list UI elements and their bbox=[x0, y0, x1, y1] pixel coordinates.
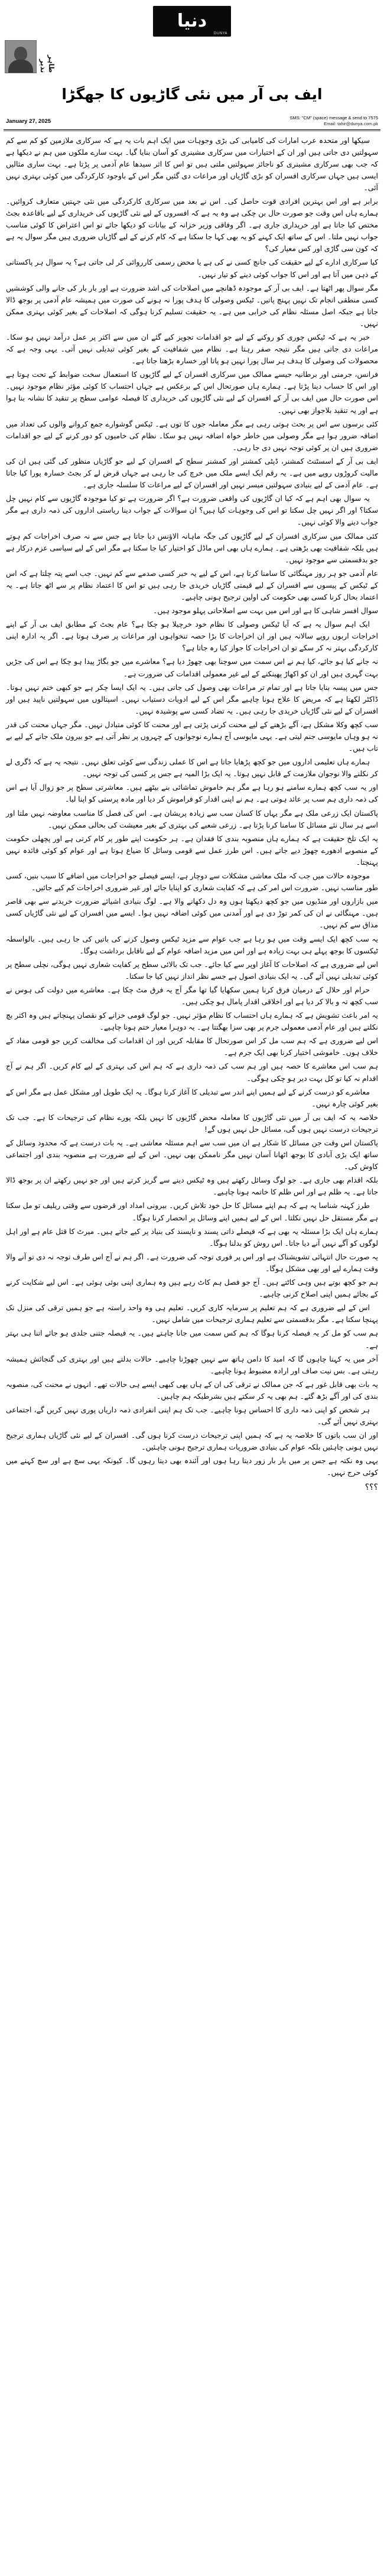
logo-text: دنیا bbox=[177, 11, 207, 31]
article-paragraph: اور یہ سب کچھ ہمارے سامنے ہو رہا ہے مگر ہم خاموش تماشائی بنے بیٹھے ہیں۔ معاشرتی سطح پر جو زوال آیا ہے اس کی ذمہ داری ہم سب پر عائد ہوتی ہے۔ ہم نے اپنی اقدار کو فراموش کر دیا اور مادہ پرستی کو اپنا لیا۔ bbox=[6, 783, 378, 804]
article-paragraph: یہی وہ نکتہ ہے جس پر میں بار بار زور دیتا رہا ہوں اور آئندہ بھی دیتا رہوں گا۔ کیونکہ یہی سچ ہے اور سچ کہنے میں کوئی حرج نہیں۔ bbox=[6, 1456, 378, 1477]
article-body bbox=[0, 131, 384, 1508]
dunya-logo[interactable] bbox=[153, 6, 231, 37]
article-paragraph: سوال افسر شاہی کا ہے اور اس میں بہت سے اصلاحاتی پہلو موجود ہیں۔ bbox=[153, 606, 378, 615]
article-paragraph: نہ جانے کیا ہو جائے، کیا ہم نے اس سمت میں سوچنا بھی چھوڑ دیا ہے؟ معاشرے میں جو بگاڑ پیدا ہو چکا ہے اس کی جڑیں بہت گہری ہیں اور ان کو اکھاڑ پھینکنے کے لیے غیر معمولی اقدامات کی ضرورت ہے۔ bbox=[6, 657, 378, 678]
article-paragraph: معاشرے کو درست کرنے کے لیے ہمیں اپنے اندر سے تبدیلی کا آغاز کرنا ہوگا۔ یہ ایک طویل اور مشکل عمل ہے مگر اس کے بغیر کوئی چارہ نہیں۔ bbox=[6, 1087, 378, 1108]
author-name: طاہر نذیر bbox=[39, 54, 56, 73]
header-divider bbox=[4, 129, 380, 130]
article-paragraph: یہ سب کچھ ایک ایسے وقت میں ہو رہا ہے جب عوام سے مزید ٹیکس وصول کرنے کی باتیں کی جا رہی ہیں۔ بالواسطہ ٹیکسوں کا بوجھ پہلے ہی بہت زیادہ ہے اور اس میں مزید اضافہ عوام کے لیے ناقابل برداشت ہوگا۔ bbox=[6, 934, 378, 955]
logo-band bbox=[0, 2, 384, 38]
contact-info bbox=[289, 115, 378, 127]
article-paragraph: یہ سوال بھی اہم ہے کہ کیا ان گاڑیوں کی واقعی ضرورت ہے؟ اگر ضرورت ہے تو کیا موجودہ گاڑیوں سے کام نہیں چل سکتا؟ اور اگر نہیں چل سکتا تو اس کی وجوہات کیا ہیں؟ ان سوالات کے جواب دینا ریاستی اداروں کی ذمہ داری ہے مگر جواب دینے والا کوئی نہیں۔ bbox=[6, 494, 378, 527]
article-paragraph: خبر یہ ہے کہ ٹیکس چوری کو روکنے کے لیے جو اقدامات تجویز کیے گئے ان میں سے اکثر پر عمل درآمد نہیں ہو سکا۔ مراعات دی جاتی ہیں مگر نتیجہ صفر رہتا ہے۔ نظام میں شفافیت کے بغیر کوئی تبدیلی نہیں آتی۔ یہی وجہ ہے کہ محصولات کی وصولی کا ہدف ہر سال پورا نہیں ہو پاتا اور خسارہ بڑھتا جاتا ہے۔ bbox=[6, 333, 378, 366]
article-paragraph: سب کچھ وکلا مشکل ہے، آگے بڑھنے کے لیے محنت کرنی پڑتی ہے اور محنت کا کوئی متبادل نہیں۔ مگر جہاں محنت کی قدر نہ ہو وہاں مایوسی جنم لیتی ہے۔ یہی مایوسی آج ہمارے نوجوانوں کے چہروں پر نظر آتی ہے جو بیرون ملک جانے کے لیے بے تاب ہیں۔ bbox=[6, 719, 378, 753]
article-paragraph: میں بازاروں اور منڈیوں میں جو کچھ دیکھتا ہوں وہ دل دکھانے والا ہے۔ لوگ بنیادی اشیائے ضرورت خریدنے سے بھی قاصر ہیں۔ مہنگائی نے ان کی کمر توڑ دی ہے اور آمدنی میں کوئی اضافہ نہیں ہوا۔ ایسے میں افسران کے لیے نئی گاڑیاں کسی مذاق سے کم نہیں۔ bbox=[6, 897, 378, 930]
article-paragraph: طرز کہنہ شناسا یہ ہے کہ ہم اپنے مسائل کا حل خود تلاش کریں۔ بیرونی امداد اور قرضوں سے وقتی ریلیف تو مل سکتا ہے مگر مستقل حل نہیں نکلتا۔ اس کے لیے ہمیں اپنے وسائل پر انحصار کرنا ہوگا۔ bbox=[6, 1201, 378, 1222]
article-paragraph: مگر سوال پھر اٹھتا ہے۔ ایف بی آر کے موجودہ ڈھانچے میں اصلاحات کی اشد ضرورت ہے اور بار بار کی جانے والی کوششیں کسی منطقی انجام تک نہیں پہنچ پاتیں۔ ٹیکس وصولی کا ہدف پورا نہ ہونے کی صورت میں ہمیشہ عام آدمی پر بوجھ ڈالا جاتا ہے جبکہ اصل مسئلہ نظام کی خرابی میں ہے۔ یہ حقیقت تسلیم کرنا ہوگی کہ اصلاحات کے بغیر کوئی بہتری ممکن نہیں۔ bbox=[6, 283, 378, 328]
article-paragraph: سیکھا اور متحدہ عرب امارات کی کامیابی کی بڑی وجوہات میں ایک اہم بات یہ ہے کہ سرکاری ملازمین کو کم سے کم سہولتیں دی جاتی ہیں اور ان کے اختیارات میں سرکاری مشینری کو آسان بنایا گیا۔ بہت سارے ملکوں میں ہم نے دیکھا ہے کہ جب بھی سرکاری مشینری کو ناجائز سہولتیں ملتی ہیں تو اس کا اثر سیدھا عام آدمی پر پڑتا ہے۔ بہت ساری مثالیں ایسی ہیں جہاں سرکاری افسران کو بڑی گاڑیاں اور مراعات دی گئیں مگر اس کے باوجود کارکردگی میں کوئی بہتری نہیں آئی۔ bbox=[6, 135, 378, 192]
article-paragraph: اور ان سب باتوں کا خلاصہ یہ ہے کہ ہمیں اپنی ترجیحات درست کرنا ہوں گی۔ افسران کے لیے نئی گاڑیاں ہماری ترجیح نہیں ہونی چاہئیں بلکہ عوام کی بنیادی ضروریات ہماری ترجیح ہونی چاہئیں۔ bbox=[6, 1431, 378, 1452]
article-paragraph: آخر میں یہ کہنا چاہوں گا کہ امید کا دامن ہاتھ سے نہیں چھوڑنا چاہیے۔ حالات بدلتے ہیں اور بہتری کی گنجائش ہمیشہ رہتی ہے۔ بس نیت صاف اور ارادہ مضبوط ہونا چاہیے۔ bbox=[6, 1354, 378, 1375]
article-paragraph: فرانس، جرمنی اور برطانیہ جیسے ممالک میں سرکاری افسران کے لیے گاڑیوں کا استعمال سخت ضوابط کے تحت ہوتا ہے اور اس کا حساب دینا پڑتا ہے۔ ہمارے ہاں صورتحال اس کے برعکس ہے جہاں احتساب کا کوئی مؤثر نظام موجود نہیں۔ اس صورت حال میں ایف بی آر کے افسران کے لیے نئی گاڑیوں کی خریداری کا فیصلہ عوامی سطح پر تنقید کا نشانہ بنا ہوا ہے اور یہ تنقید بلاجواز بھی نہیں۔ bbox=[6, 370, 378, 415]
article-paragraph: اس کے لیے ضروری ہے کہ ہم تعلیم پر سرمایہ کاری کریں۔ تعلیم ہی وہ واحد راستہ ہے جو ہمیں ترقی کی منزل تک پہنچا سکتا ہے۔ مگر بدقسمتی سے تعلیم ہماری ترجیحات میں شامل نہیں۔ bbox=[6, 1303, 378, 1324]
author-photo-head bbox=[14, 47, 27, 61]
article-paragraph: ایف بی آر کے اسسٹنٹ کمشنر، ڈپٹی کمشنر اور کمشنر سطح کے افسران کے لیے جو گاڑیاں منظور کی گئی ہیں ان کی مالیت کروڑوں روپے میں ہے۔ یہ رقم ایک ایسے ملک میں خرچ کی جا رہی ہے جہاں قرض لے کر بجٹ خسارہ پورا کیا جاتا ہے۔ عام آدمی کے لیے بنیادی سہولتیں میسر نہیں اور افسران کے لیے مراعات کا سلسلہ جاری ہے۔ bbox=[6, 456, 378, 490]
headline-wrap bbox=[0, 73, 384, 105]
article-paragraph: کیا سرکاری ادارے کے لیے حقیقت کی جانچ کسی نے کی ہے یا محض رسمی کارروائی کر لی جاتی ہے؟ یہ سوال ہر پاکستانی کے ذہن میں آتا ہے اور اس کا جواب کوئی دینے کو تیار نہیں۔ bbox=[6, 258, 378, 279]
article-paragraph: اس لیے ضروری ہے کہ اصلاحات کا آغاز اوپر سے کیا جائے۔ جب تک بالائی سطح پر کفایت شعاری نہیں ہوگی، نچلی سطح پر کوئی تبدیلی نہیں آئے گی۔ یہ ایک بنیادی اصول ہے جسے نظر انداز نہیں کیا جا سکتا۔ bbox=[6, 959, 378, 981]
article-paragraph: برابر ہے اور اس بہترین افرادی قوت حاصل کی۔ اس نے بعد میں سرکاری کارکردگی میں نئی جہتیں متعارف کروائیں۔ ہمارے ہاں اس وقت جو صورت حال بن چکی ہے وہ یہ ہے کہ افسروں کے لیے نئی گاڑیوں کی خریداری کے لیے باقاعدہ بجٹ مختص کیا جاتا ہے اور خریداری جاری ہے۔ اگر وفاقی وزیر خزانہ کے بیانات کو دیکھا جائے تو اس اعتراض کا کوئی مناسب جواب نہیں ملتا۔ اس کے ساتھ ایک کہنے کو یہ بھی کہا جا سکتا ہے کہ کام کرنے کے لیے گاڑیاں ضروری ہیں مگر سوال یہ ہے کہ کون سی گاڑی اور کس معیار کی؟ bbox=[6, 196, 378, 253]
email-line[interactable]: Email: tahir@dunya.com.pk bbox=[324, 121, 378, 127]
author-photo-body bbox=[8, 60, 33, 73]
article-paragraph: ہم جو کچھ بوتے ہیں وہی کاٹتے ہیں۔ آج جو فصل ہم کاٹ رہے ہیں وہ ہماری اپنی بوئی ہوئی ہے۔ اس لیے شکایت کرنے کے بجائے ہمیں اپنی اصلاح کرنی چاہیے۔ bbox=[6, 1278, 378, 1299]
article-paragraph: کئی برسوں سے اس پر بحث ہوتی رہی ہے مگر معاملہ جوں کا توں ہے۔ ٹیکس گوشوارے جمع کروانے والوں کی تعداد میں اضافہ ضرور ہوا ہے مگر وصولی میں خاطر خواہ اضافہ نہیں ہو سکا۔ نظام کی خامیوں کو دور کرنے کے لیے جو اقدامات ضروری ہیں ان پر کوئی توجہ نہیں دی جا رہی۔ bbox=[6, 419, 378, 452]
article-paragraph: یہ صورت حال انتہائی تشویشناک ہے اور اس پر فوری توجہ کی ضرورت ہے۔ اگر ہم نے آج اس طرف توجہ نہ دی تو آنے والا وقت ہمارے لیے اور بھی مشکل ہوگا۔ bbox=[6, 1252, 378, 1273]
masthead bbox=[0, 0, 384, 131]
article-paragraph: موجودہ حالات میں جب کہ ملک معاشی مشکلات سے دوچار ہے، ایسے فیصلے جو اخراجات میں اضافے کا سبب بنیں، کسی طور مناسب نہیں۔ ضرورت اس امر کی ہے کہ کفایت شعاری کو اپنایا جائے اور غیر ضروری اخراجات کم کیے جائیں۔ bbox=[6, 871, 378, 893]
article-paragraph: ہم سب اس معاشرے کا حصہ ہیں اور ہم سب کی ذمہ داری ہے کہ ہم اس کی بہتری کے لیے کام کریں۔ اگر ہم نے آج اقدام نہ کیا تو کل بہت دیر ہو چکی ہوگی۔ bbox=[6, 1061, 378, 1083]
article-paragraph: خلاصہ یہ کہ ایف بی آر میں نئی گاڑیوں کا معاملہ محض گاڑیوں کا نہیں بلکہ پورے نظام کی ترجیحات کا ہے۔ جب تک ترجیحات درست نہیں ہوں گی، مسائل حل نہیں ہوں گے! bbox=[6, 1112, 378, 1134]
article-paragraph: یہ بات بھی قابل غور ہے کہ جن ممالک نے ترقی کی ان کے ہاں بھی کبھی ایسے ہی حالات تھے۔ انہوں نے محنت کی، منصوبہ بندی کی اور آگے بڑھ گئے۔ ہم بھی یہ کر سکتے ہیں بشرطیکہ ہم چاہیں۔ bbox=[6, 1379, 378, 1401]
article-paragraph: ایک اہم سوال یہ ہے کہ آیا ٹیکس وصولی کا نظام خود خرچیلا ہو چکا ہے؟ عام بجٹ کے مطابق ایف بی آر کے اپنے اخراجات اربوں روپے سالانہ ہیں اور ان اخراجات کا بڑا حصہ تنخواہوں اور مراعات پر صرف ہوتا ہے۔ اگر یہ ادارہ اپنی کارکردگی بہتر نہ کر سکے تو ان اخراجات کا جواز کیا رہ جاتا ہے؟ bbox=[6, 620, 378, 653]
meta-bar bbox=[0, 114, 384, 127]
author-block bbox=[5, 40, 56, 73]
author-strip bbox=[0, 38, 384, 73]
article-paragraph: کئی ممالک میں سرکاری افسران کے لیے گاڑیوں کی جگہ ماہانہ الاؤنس دیا جاتا ہے جس سے نہ صرف اخراجات کم ہوتے ہیں بلکہ شفافیت بھی بڑھتی ہے۔ ہمارے ہاں بھی اس ماڈل کو اختیار کیا جا سکتا ہے مگر اس کے لیے سیاسی عزم درکار ہے جو بدقسمتی سے موجود نہیں۔ bbox=[6, 531, 378, 564]
article-paragraph: ؟؟؟ bbox=[365, 1482, 378, 1492]
article-paragraph: یہ ایک تلخ حقیقت ہے کہ ہمارے ہاں منصوبہ بندی کا فقدان ہے۔ ہر حکومت اپنے طور پر کام کرتی ہے اور پچھلی حکومت کے منصوبے ادھورے چھوڑ دیے جاتے ہیں۔ اس طرز عمل سے قومی وسائل کا ضیاع ہوتا ہے اور عوام کو کوئی فائدہ نہیں پہنچتا۔ bbox=[6, 833, 378, 867]
logo-subtext: DUNYA bbox=[213, 31, 227, 35]
article-headline: ایف بی آر میں نئی گاڑیوں کا جھگڑا bbox=[61, 85, 323, 103]
article-paragraph: پاکستان ایک زرعی ملک ہے مگر یہاں کا کسان سب سے زیادہ پریشان ہے۔ اس کی فصل کا مناسب معاوضہ نہیں ملتا اور اسے ہر سال نئے مسائل کا سامنا کرنا پڑتا ہے۔ زرعی شعبے کی بہتری کے بغیر معیشت کی بحالی ممکن نہیں۔ bbox=[6, 808, 378, 829]
author-photo bbox=[5, 40, 37, 73]
article-paragraph: بلکہ اقدام بھی جاری ہے۔ جو لوگ وسائل رکھتے ہیں وہ ٹیکس دینے سے گریز کرتے ہیں اور جو نہیں رکھتے ان پر بوجھ ڈالا جاتا ہے۔ یہ ظلم ہے اور اس ظلم کا خاتمہ ہونا چاہیے۔ bbox=[6, 1175, 378, 1197]
article-paragraph: اس لیے ضروری ہے کہ ہم سب مل کر اس صورتحال کا مقابلہ کریں اور ان اقدامات کی مخالفت کریں جو قومی مفاد کے خلاف ہوں۔ خاموشی اختیار کرنا بھی ایک جرم ہے۔ bbox=[6, 1036, 378, 1057]
article-paragraph: یہ امر باعث تشویش ہے کہ ہمارے ہاں احتساب کا نظام مؤثر نہیں۔ جو لوگ قومی خزانے کو نقصان پہنچاتے ہیں وہ اکثر بچ نکلتے ہیں اور عام آدمی معمولی جرم پر بھی سزا بھگتتا ہے۔ یہ دوہرا معیار ختم ہونا چاہیے۔ bbox=[6, 1011, 378, 1032]
article-paragraph: پاکستان اس وقت جن مسائل کا شکار ہے ان میں سب سے اہم مسئلہ معاشی ہے۔ یہ بات درست ہے کہ محدود وسائل کے ساتھ ایک بڑی آبادی کا بوجھ اٹھانا آسان نہیں مگر ناممکن بھی نہیں۔ اس کے لیے ضرورت ہے منصوبہ بندی اور اجتماعی کاوش کی۔ bbox=[6, 1138, 378, 1171]
article-paragraph: ہر شخص کو اپنی ذمہ داری کا احساس ہونا چاہیے۔ جب تک ہم اپنی انفرادی ذمہ داریاں پوری نہیں کریں گے، اجتماعی بہتری نہیں آئے گی۔ bbox=[6, 1405, 378, 1427]
article-paragraph: ہم سب کو مل کر یہ فیصلہ کرنا ہوگا کہ ہم کس سمت میں جانا چاہتے ہیں۔ یہ فیصلہ جتنی جلدی ہو جائے اتنا ہی بہتر ہے۔ bbox=[6, 1328, 378, 1350]
sms-line: SMS: "CM" (space) message & send to 7575 bbox=[289, 115, 378, 121]
article-paragraph: جس میں پیسہ بنایا جاتا ہے اور تمام تر مراعات بھی وصول کی جاتی ہیں۔ یہ ایک ایسا چکر ہے جو کبھی ختم نہیں ہوتا۔ ڈاکٹر لکھتا ہے کہ مریض کا علاج ہونا چاہیے مگر اس کے لیے ادویات دستیاب نہیں۔ اسپتالوں میں سہولتیں ناپید ہیں اور افسران کے لیے نئی گاڑیاں خریدی جا رہی ہیں۔ یہ تضاد کسی سے پوشیدہ نہیں۔ bbox=[6, 682, 378, 715]
article-paragraph: ہمارے ہاں تعلیمی اداروں میں جو کچھ پڑھایا جاتا ہے اس کا عملی زندگی سے کوئی تعلق نہیں۔ نتیجہ یہ ہے کہ ڈگری لے کر نکلنے والا نوجوان ملازمت کے قابل نہیں ہوتا۔ یہ ایک بڑا المیہ ہے جس پر کسی کی توجہ نہیں۔ bbox=[6, 757, 378, 779]
publication-date: January 27, 2025 bbox=[6, 118, 51, 125]
article-paragraph: حرام اور حلال کے درمیان فرق کرنا ہمیں سکھایا گیا تھا مگر آج یہ فرق مٹ چکا ہے۔ معاشرے میں دولت کی ہوس نے سب کچھ تہ و بالا کر دیا ہے اور اخلاقی اقدار پامال ہو چکی ہیں۔ bbox=[6, 985, 378, 1006]
article-paragraph: ہمارے ہاں ایک بڑا مسئلہ یہ بھی ہے کہ فیصلے ذاتی پسند و ناپسند کی بنیاد پر کیے جاتے ہیں۔ میرٹ کا قتل عام ہے اور اہل لوگوں کو آگے نہیں آنے دیا جاتا۔ اس روش کو بدلنا ہوگا۔ bbox=[6, 1226, 378, 1248]
article-paragraph: عام آدمی جو ہر روز مہنگائی کا سامنا کرتا ہے، اس کے لیے یہ خبر کسی صدمے سے کم نہیں۔ جب اسے پتہ چلتا ہے کہ اس کے ٹیکس کے پیسوں سے افسران کے لیے قیمتی گاڑیاں خریدی جا رہی ہیں تو اس کا اعتماد نظام پر سے اٹھ جاتا ہے۔ یہ اعتماد بحال کرنا کسی بھی حکومت کی اولین ترجیح ہونی چاہیے۔ bbox=[6, 568, 378, 601]
